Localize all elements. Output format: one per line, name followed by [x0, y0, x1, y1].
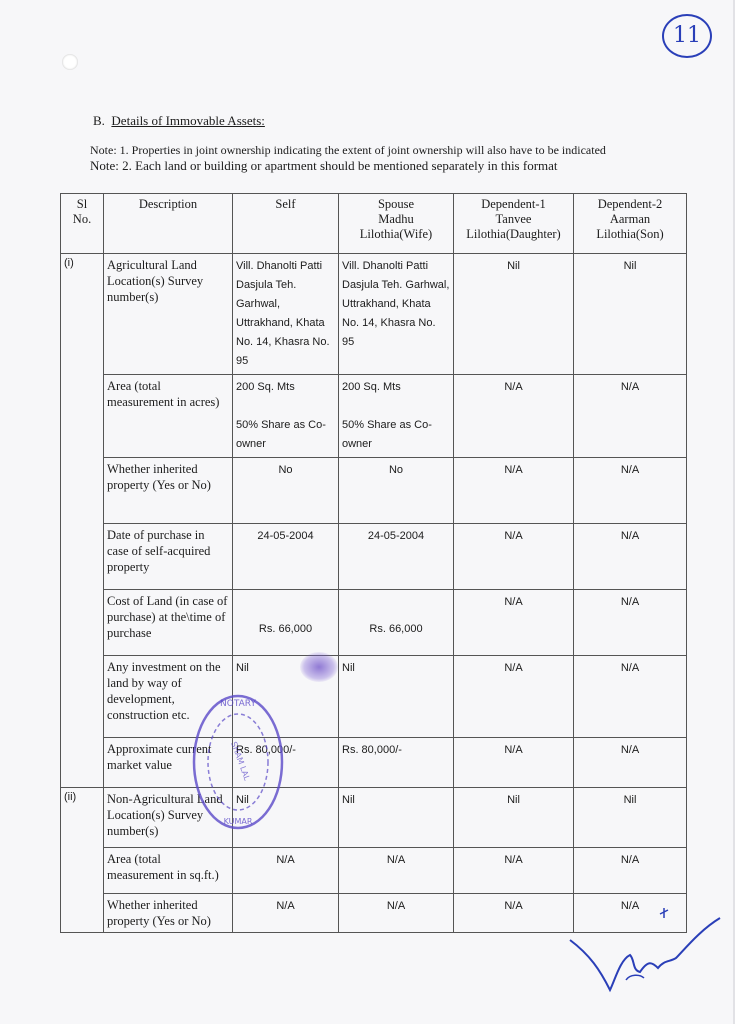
section-heading — [93, 113, 265, 129]
cell-dependent-1: N/A — [454, 590, 574, 656]
row-description: Approximate current market value — [104, 738, 233, 788]
cell-self: Vill. Dhanolti Patti Dasjula Teh. Garhwal, Uttrakhand, Khata No. 14, Khasra No. 95 — [233, 254, 339, 375]
header-description: Description — [104, 194, 233, 254]
svg-text:SHAM LAL: SHAM LAL — [229, 740, 252, 782]
cell-dependent-1: N/A — [454, 375, 574, 458]
cell-spouse: Vill. Dhanolti Patti Dasjula Teh. Garhwal, Uttrakhand, Khata No. 14, Khasra No. 95 — [339, 254, 454, 375]
section-prefix: B. — [93, 113, 105, 128]
table-row — [61, 524, 687, 590]
cell-dependent-2: N/A — [574, 524, 687, 590]
table-row — [61, 590, 687, 656]
cell-dependent-2: Nil — [574, 788, 687, 848]
note-2: Note: 2. Each land or building or apartment should be mentioned separately in this format — [90, 158, 558, 173]
cell-spouse: Rs. 66,000 — [339, 590, 454, 656]
cell-spouse: No — [339, 458, 454, 524]
header-self: Self — [233, 194, 339, 254]
cell-spouse: N/A — [339, 894, 454, 933]
cell-spouse: Rs. 80,000/- — [339, 738, 454, 788]
section-title: Details of Immovable Assets: — [111, 113, 265, 128]
cell-spouse: 24-05-2004 — [339, 524, 454, 590]
note-1: Note: 1. Properties in joint ownership indicating the extent of joint ownership will also have to be indicated — [90, 143, 606, 157]
header-dependent-1: Dependent-1 Tanvee Lilothia(Daughter) — [454, 194, 574, 254]
cell-spouse: Nil — [339, 788, 454, 848]
row-description: Whether inherited property (Yes or No) — [104, 894, 233, 933]
cell-self: N/A — [233, 848, 339, 894]
table-row — [61, 656, 687, 738]
header-sl-no: Sl No. — [61, 194, 104, 254]
cell-spouse: N/A — [339, 848, 454, 894]
row-description: Area (total measurement in sq.ft.) — [104, 848, 233, 894]
row-description: Date of purchase in case of self-acquired property — [104, 524, 233, 590]
cell-dependent-2: N/A — [574, 656, 687, 738]
cell-dependent-1: N/A — [454, 894, 574, 933]
cell-dependent-1: N/A — [454, 848, 574, 894]
cell-dependent-1: Nil — [454, 788, 574, 848]
cell-dependent-2: N/A — [574, 375, 687, 458]
table-row — [61, 254, 687, 375]
row-serial-i: (i) — [61, 254, 104, 788]
table-row — [61, 458, 687, 524]
row-description: Whether inherited property (Yes or No) — [104, 458, 233, 524]
cell-dependent-1: N/A — [454, 458, 574, 524]
cell-dependent-2: N/A — [574, 848, 687, 894]
cell-self: No — [233, 458, 339, 524]
table-row — [61, 738, 687, 788]
cell-dependent-2: N/A — [574, 738, 687, 788]
header-spouse: Spouse Madhu Lilothia(Wife) — [339, 194, 454, 254]
cell-dependent-1: N/A — [454, 524, 574, 590]
row-description: Agricultural Land Location(s) Survey number(s) — [104, 254, 233, 375]
cell-self: Rs. 80,000/- — [233, 738, 339, 788]
table-row — [61, 788, 687, 848]
cell-dependent-2: N/A — [574, 590, 687, 656]
punch-hole — [62, 54, 78, 70]
row-description: Area (total measurement in acres) — [104, 375, 233, 458]
cell-dependent-1: N/A — [454, 738, 574, 788]
row-serial-ii: (ii) — [61, 788, 104, 933]
table-row — [61, 848, 687, 894]
cell-dependent-2: Nil — [574, 254, 687, 375]
cell-self: 24-05-2004 — [233, 524, 339, 590]
cell-self: N/A — [233, 894, 339, 933]
cell-self: Nil — [233, 788, 339, 848]
row-description: Cost of Land (in case of purchase) at the\time of purchase — [104, 590, 233, 656]
cell-spouse: Nil — [339, 656, 454, 738]
cell-spouse: 200 Sq. Mts 50% Share as Co-owner — [339, 375, 454, 458]
cell-dependent-2: N/A — [574, 458, 687, 524]
cell-self: 200 Sq. Mts 50% Share as Co-owner — [233, 375, 339, 458]
immovable-assets-table — [60, 193, 687, 933]
svg-text:NOTARY: NOTARY — [220, 699, 256, 709]
cell-dependent-2: N/A — [574, 894, 687, 933]
table-row — [61, 894, 687, 933]
row-description: Non-Agricultural Land Location(s) Survey number(s) — [104, 788, 233, 848]
handwritten-page-number: 11 — [662, 14, 712, 58]
cell-self: Nil — [233, 656, 339, 738]
cell-dependent-1: N/A — [454, 656, 574, 738]
cell-dependent-1: Nil — [454, 254, 574, 375]
svg-text:KUMAR: KUMAR — [223, 817, 253, 826]
table-header-row — [61, 194, 687, 254]
cell-self: Rs. 66,000 — [233, 590, 339, 656]
row-description: Any investment on the land by way of development, construction etc. — [104, 656, 233, 738]
header-dependent-2: Dependent-2 Aarman Lilothia(Son) — [574, 194, 687, 254]
table-row — [61, 375, 687, 458]
